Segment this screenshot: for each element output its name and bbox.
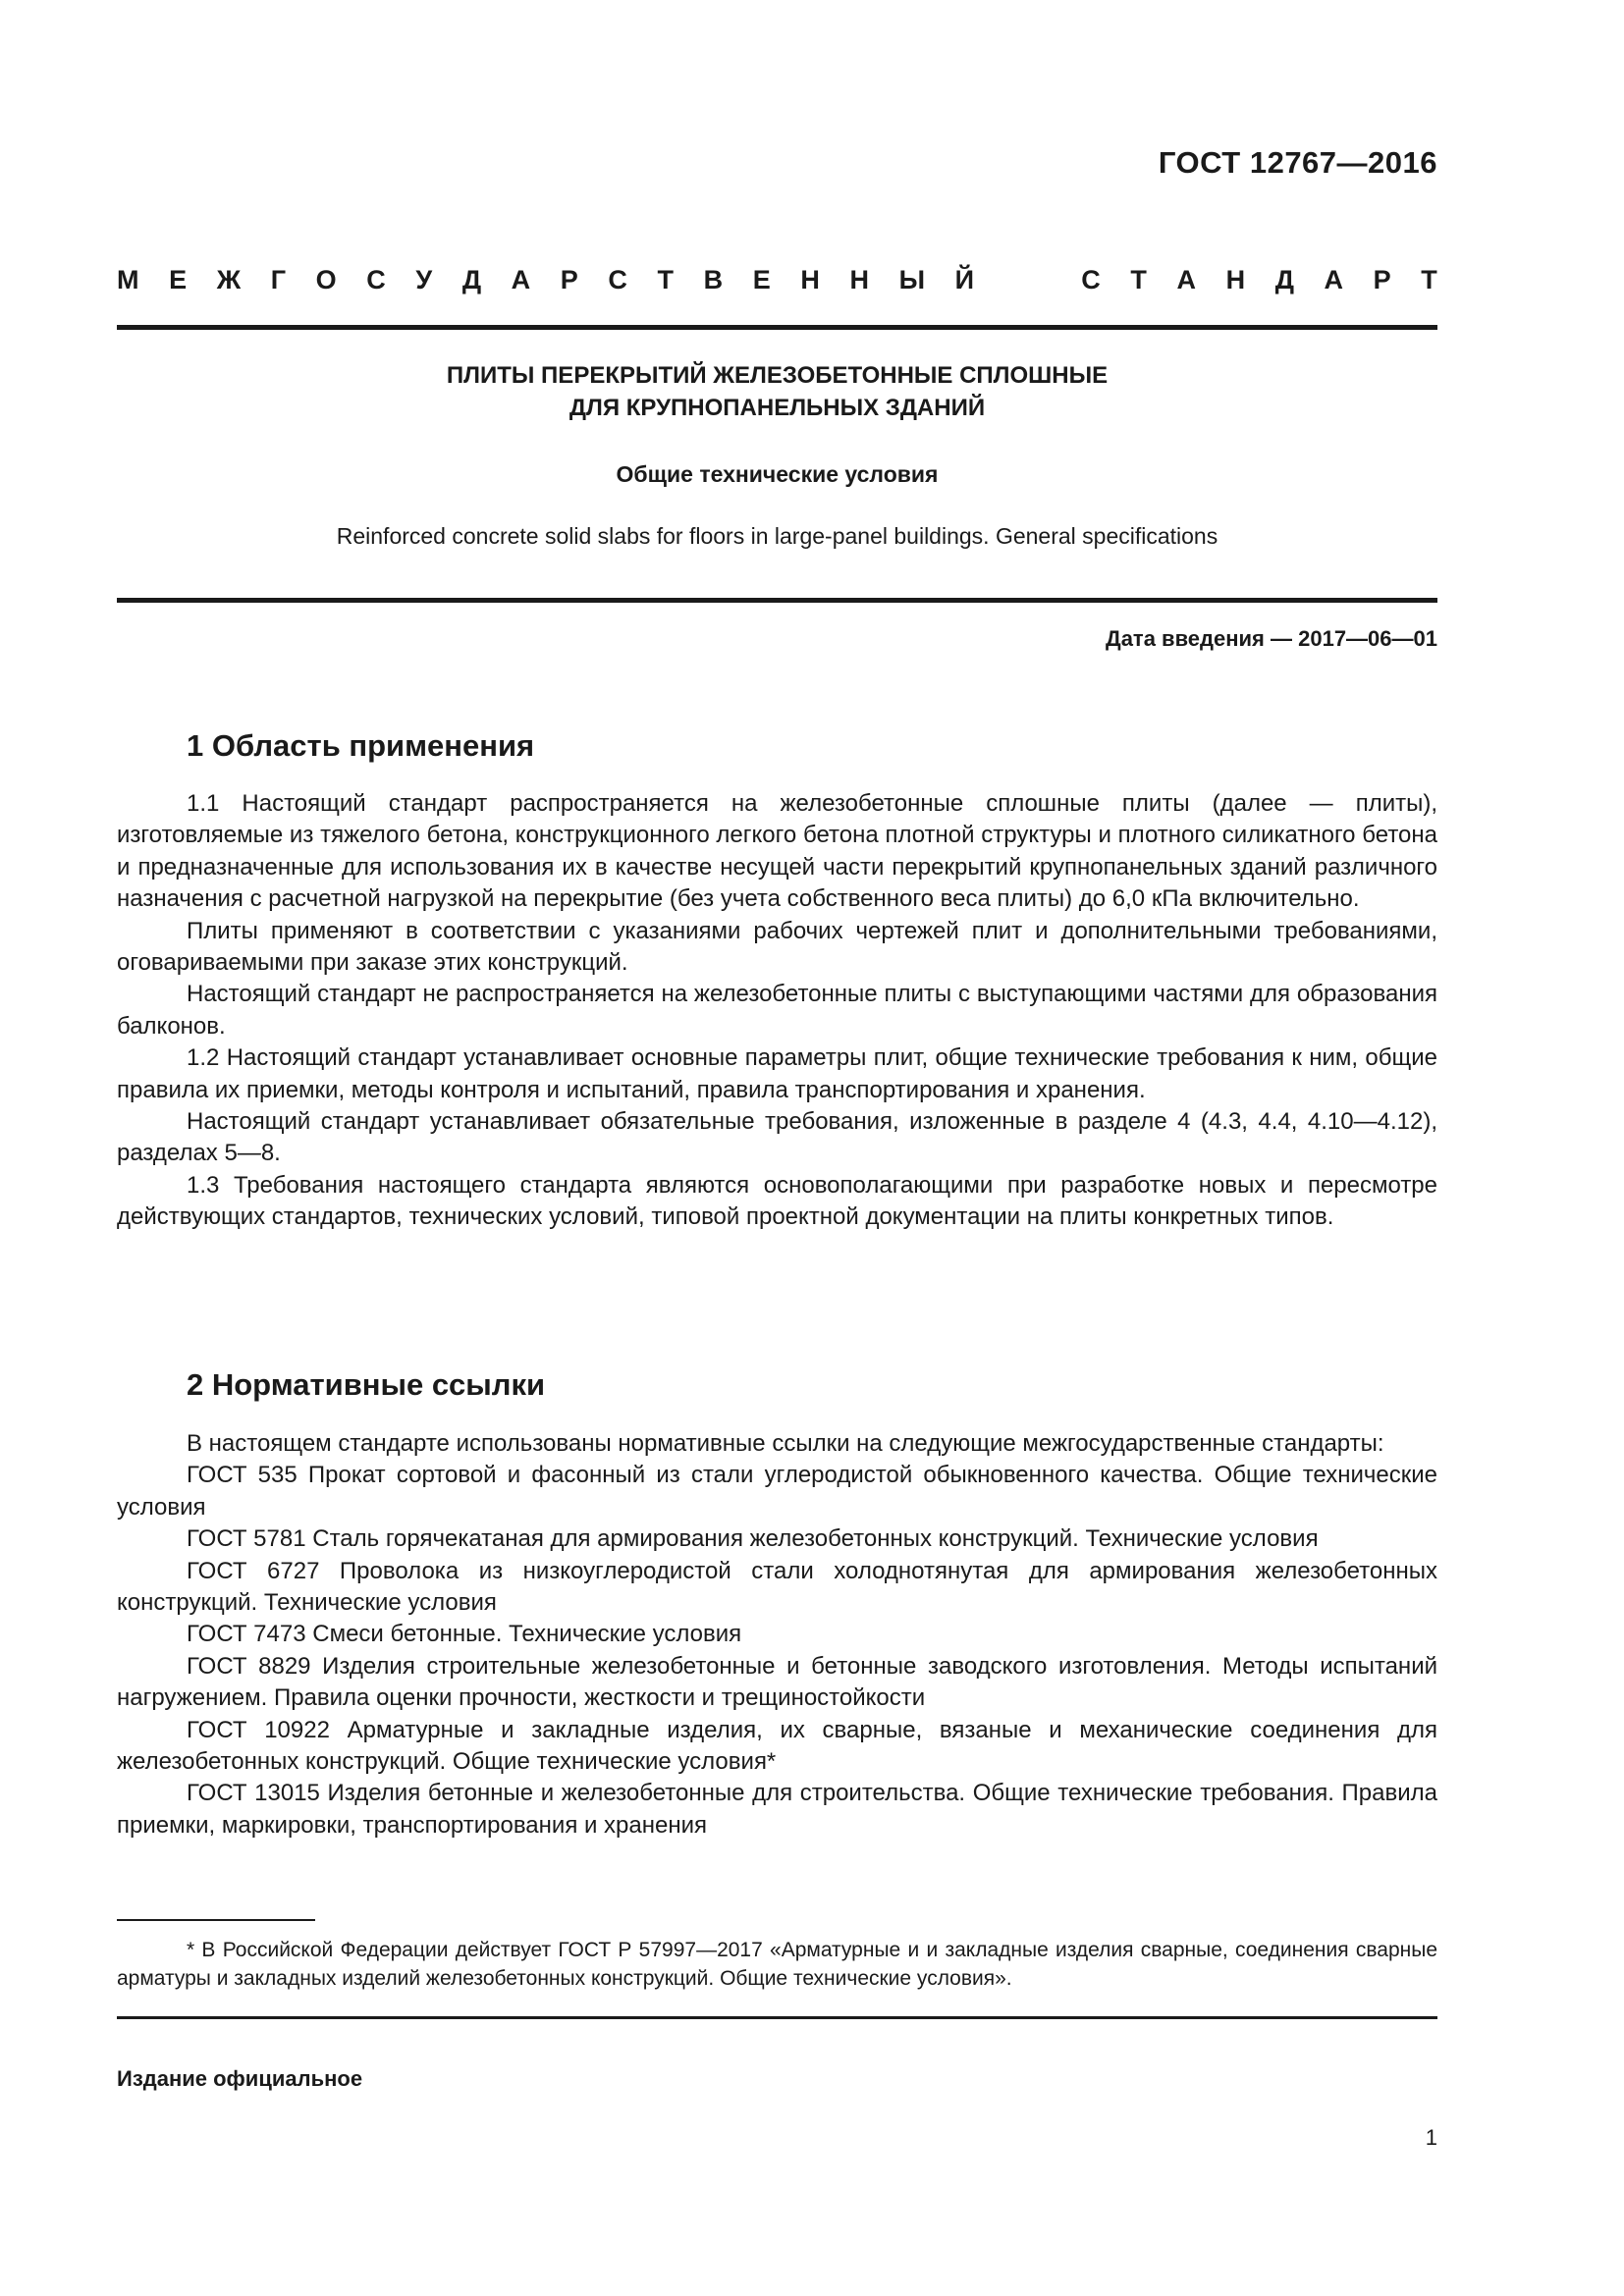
reference-item: ГОСТ 5781 Сталь горячекатаная для армирования железобетонных конструкций. Технические условия — [187, 1525, 1319, 1553]
document-page — [117, 0, 1437, 2296]
title-line: ПЛИТЫ ПЕРЕКРЫТИЙ ЖЕЛЕЗОБЕТОННЫЕ СПЛОШНЫЕ — [446, 362, 1109, 389]
banner-letter: Н — [849, 265, 869, 294]
banner-letter: Е — [752, 265, 771, 294]
section-2-body — [117, 1428, 1437, 1842]
banner-letter: У — [415, 265, 433, 294]
edition-label: Издание официальное — [117, 2066, 363, 2091]
banner-letter: А — [1176, 265, 1196, 294]
introduction-date: Дата введения — 2017—06—01 — [1106, 626, 1437, 651]
banner-letter: Д — [461, 265, 482, 294]
section-1-body — [117, 788, 1437, 1234]
footnote: * В Российской Федерации действует ГОСТ Р 57997—2017 «Арматурные и и закладные изделия сварные, соединения сварные арматуры и закладных изделий железобетонных конструкций. Общие технические условия». — [117, 1939, 1437, 1990]
banner-letter: Р — [1373, 265, 1391, 294]
reference-item: ГОСТ 6727 Проволока из низкоуглеродистой стали холоднотянутая для армирования железобетонных конструкций. Технические условия — [117, 1557, 1437, 1617]
banner-letter: Й — [954, 265, 975, 294]
banner-letter: С — [608, 265, 627, 294]
reference-item: ГОСТ 535 Прокат сортовой и фасонный из стали углеродистой обыкновенного качества. Общие технические условия — [117, 1462, 1437, 1521]
footnote-separator — [117, 1919, 315, 1921]
reference-item: ГОСТ 10922 Арматурные и закладные изделия, их сварные, вязаные и механические соединения для железобетонных конструкций. Общие технические условия* — [117, 1716, 1437, 1776]
paragraph: В настоящем стандарте использованы нормативные ссылки на следующие межгосударственные стандарты: — [187, 1430, 1384, 1457]
banner-word-gap — [1004, 265, 1052, 295]
english-title: Reinforced concrete solid slabs for floors in large-panel buildings. General specifications — [336, 523, 1218, 549]
banner-letter: М — [117, 265, 139, 294]
section-1-heading: 1 Область применения — [187, 728, 535, 763]
banner-letter: В — [703, 265, 724, 294]
paragraph: Настоящий стандарт устанавливает обязательные требования, изложенные в разделе 4 (4.3, 4.4, 4.10—4.12), разделах 5—8. — [117, 1108, 1437, 1167]
page-number: 1 — [1425, 2125, 1437, 2150]
reference-item: ГОСТ 13015 Изделия бетонные и железобетонные для строительства. Общие технические требования. Правила приемки, маркировки, транспортирования и хранения — [117, 1780, 1437, 1839]
banner-letter: Н — [800, 265, 820, 294]
header-divider — [117, 325, 1437, 330]
paragraph: Плиты применяют в соответствии с указаниями рабочих чертежей плит и дополнительными требованиями, оговариваемыми при заказе этих конструкций. — [117, 917, 1437, 977]
banner-letter: А — [511, 265, 531, 294]
banner-letter: С — [366, 265, 386, 294]
paragraph: 1.2 Настоящий стандарт устанавливает основные параметры плит, общие технические требования к ним, общие правила их приемки, методы контроля и испытаний, правила транспортирования и хранения. — [117, 1044, 1437, 1103]
banner-letter: А — [1324, 265, 1344, 294]
banner-letter: С — [1081, 265, 1101, 294]
footer-divider — [117, 2016, 1437, 2019]
document-code: ГОСТ 12767—2016 — [1158, 145, 1437, 180]
banner-letter: Ы — [898, 265, 926, 294]
document-subtitle: Общие технические условия — [616, 461, 939, 487]
title-line: ДЛЯ КРУПНОПАНЕЛЬНЫХ ЗДАНИЙ — [568, 395, 986, 421]
banner-letter: Т — [657, 265, 675, 294]
banner-letter: О — [315, 265, 337, 294]
banner-letter: Е — [169, 265, 188, 294]
banner-letter: Д — [1274, 265, 1294, 294]
reference-item: ГОСТ 8829 Изделия строительные железобетонные и бетонные заводского изготовления. Методы испытаний нагружением. Правила оценки прочности, жесткости и трещиностойкости — [117, 1652, 1437, 1712]
banner-letter: Г — [270, 265, 287, 294]
banner-letter: Р — [560, 265, 578, 294]
interstate-standard-banner — [117, 265, 1437, 295]
reference-item: ГОСТ 7473 Смеси бетонные. Технические условия — [187, 1621, 742, 1648]
banner-letter: Т — [1421, 265, 1437, 294]
banner-letter: Ж — [216, 265, 242, 294]
banner-letter: Т — [1130, 265, 1147, 294]
paragraph: 1.3 Требования настоящего стандарта являются основополагающими при разработке новых и пересмотре действующих стандартов, технических условий, типовой проектной документации на плиты конкретных типов. — [117, 1171, 1437, 1231]
title-divider — [117, 598, 1437, 603]
paragraph: Настоящий стандарт не распространяется на железобетонные плиты с выступающими частями для образования балконов. — [117, 981, 1437, 1040]
document-title — [117, 359, 1437, 424]
banner-letter: Н — [1225, 265, 1246, 294]
paragraph: 1.1 Настоящий стандарт распространяется на железобетонные сплошные плиты (далее — плиты), изготовляемые из тяжелого бетона, конструкционного легкого бетона плотной структуры и плотного силикатного бетона и предназначенные для использования их в качестве несущей части перекрытий крупнопанельных зданий различного назначения с расчетной нагрузкой на перекрытие (без учета собственного веса плиты) до 6,0 кПа включительно. — [117, 790, 1437, 913]
section-2-heading: 2 Нормативные ссылки — [187, 1367, 546, 1402]
